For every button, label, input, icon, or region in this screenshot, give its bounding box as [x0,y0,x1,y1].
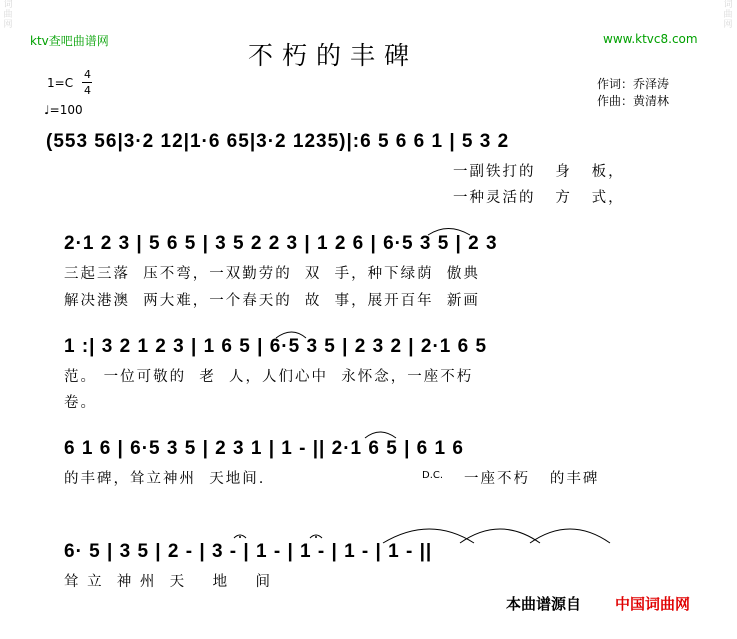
key-signature: 1=C [47,76,74,90]
slur-mark [276,332,306,338]
slur-mark [460,529,540,543]
notation-line-2: 2·1 2 3 | 5 6 5 | 3 5 2 2 3 | 1 2 6 | 6·5 3 5 | 2 3 [64,233,498,254]
site-link-right[interactable]: www.ktvc8.com [603,32,698,46]
lyrics-line-3-verse-1: 范。 一位可敬的 老 人，人们心中 永怀念，一座不朽 [64,369,474,385]
lyricist-credit: 作词：乔泽涛 [597,77,670,91]
song-title: 不朽的丰碑 [248,41,419,70]
fermata-dot [239,536,241,538]
lyrics-line-1-verse-2: 一种灵活的 方 式， [453,190,625,206]
notation-line-1: (553 56|3·2 12|1·6 65|3·2 1235)|:6 5 6 6 1 | 5 3 2 [46,131,510,152]
composer-credit: 作曲：黄清林 [597,94,670,108]
site-link-left[interactable]: ktv查吧曲谱网 [30,34,109,48]
lyrics-line-3-verse-2: 卷。 [64,395,97,411]
slur-mark [530,529,610,543]
lyrics-line-4-verse-1: 的丰碑，耸立神州 天地间. [64,471,266,487]
tempo-marking: ♩=100 [44,103,83,117]
lyrics-line-2-verse-1: 三起三落 压不弯，一双勤劳的 双 手，种下绿荫 傲典 [64,266,480,282]
fermata-dot [315,536,317,538]
time-signature-top: 4 [84,68,91,81]
da-capo-marking: D.C. [422,470,444,481]
slur-mark [383,529,474,543]
lyrics-line-2-verse-2: 解决港澳 两大难，一个春天的 故 事，展开百年 新画 [64,293,480,309]
source-site-link[interactable]: 中国词曲网 [615,595,691,613]
slur-mark [428,229,470,236]
watermark-text-right: 词曲网 [723,0,733,30]
notation-line-4: 6 1 6 | 6·5 3 5 | 2 3 1 | 1 - || 2·1 6 5 | 6 1 6 [64,438,464,459]
lyrics-line-4-verse-2: 一座不朽 的丰碑 [464,471,600,487]
notation-line-3: 1 :| 3 2 1 2 3 | 1 6 5 | 6·5 3 5 | 2 3 2 | 2·1 6 5 [64,336,488,357]
source-label: 本曲谱源自 [506,595,582,613]
time-signature-bottom: 4 [84,84,91,97]
lyrics-line-5: 耸 立 神 州 天 地 间 [64,574,273,590]
notation-line-5: 6· 5 | 3 5 | 2 - | 3 - | 1 - | 1 - | 1 - | 1 - || [64,541,433,562]
watermark-text-left: 词曲网 [3,0,13,30]
lyrics-line-1-verse-1: 一副铁打的 身 板， [453,164,625,180]
slur-mark [365,432,396,438]
